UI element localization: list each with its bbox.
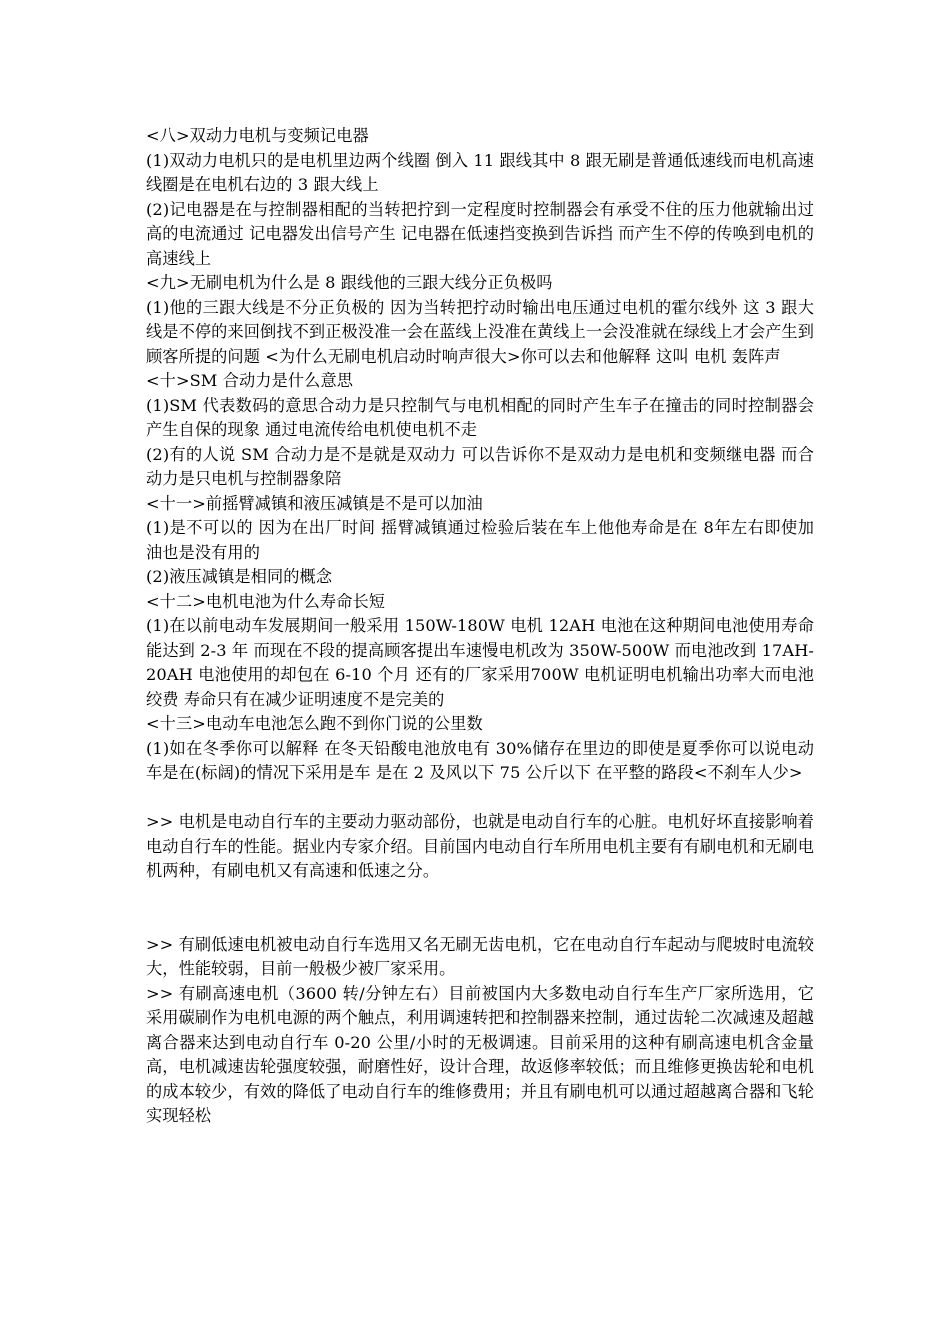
blank-line (146, 884, 814, 933)
paragraph: (1)如在冬季你可以解释 在冬天铅酸电池放电有 30%储存在里边的即使是夏季你可以说电动车是在(标阔)的情况下采用是车 是在 2 及风以下 75 公斤以下 在平整的路段<不刹车人少> (146, 738, 814, 782)
paragraph: >> 有刷低速电机被电动自行车选用又名无刷无齿电机，它在电动自行车起动与爬坡时电流较大，性能较弱，目前一般极少被厂家采用。 (146, 934, 814, 978)
section-heading-13: <十三>电动车电池怎么跑不到你门说的公里数 (146, 714, 483, 733)
paragraph: >> 有刷高速电机（3600 转/分钟左右）目前被国内大多数电动自行车生产厂家所选用，它采用碳刷作为电机电源的两个触点，利用调速转把和控制器来控制，通过齿轮二次减速及超越离合器来达到电动自行车 0-20 公里/小时的无极调速。目前采用的这种有刷高速电机含金量高，电机减速齿轮强度较强，耐磨性好，设计合理，故返修率较低；而且维修更换齿轮和电机的成本较少，有效的降低了电动自行车的维修费用；并且有刷电机可以通过超越离合器和飞轮实现轻松 (146, 983, 814, 1125)
paragraph: (1)是不可以的 因为在出厂时间 摇臂减镇通过检验后装在车上他他寿命是在 8年左右即使加油也是没有用的 (146, 518, 814, 562)
paragraph: (2)记电器是在与控制器相配的当转把拧到一定程度时控制器会有承受不住的压力他就输出过高的电流通过 记电器发出信号产生 记电器在低速挡变换到告诉挡 而产生不停的传唤到电机的高速线上 (146, 199, 814, 268)
paragraph: (1)双动力电机只的是电机里边两个线圈 倒入 11 跟线其中 8 跟无刷是普通低速线而电机高速线圈是在电机右边的 3 跟大线上 (146, 150, 814, 194)
blank-line (146, 786, 814, 811)
section-heading-10: <十>SM 合动力是什么意思 (146, 371, 354, 390)
section-heading-11: <十一>前摇臂减镇和液压减镇是不是可以加油 (146, 493, 483, 513)
paragraph: (1)他的三跟大线是不分正负极的 因为当转把拧动时输出电压通过电机的霍尔线外 这 3 跟大线是不停的来回倒找不到正极没准一会在蓝线上没准在黄线上一会没准就在绿线上才会产生到顾客所提的问题 <为什么无刷电机启动时响声很大>你可以去和他解释 这叫 电机 轰阵声 (146, 297, 814, 366)
section-heading-12: <十二>电机电池为什么寿命长短 (146, 591, 386, 611)
paragraph: (1)在以前电动车发展期间一般采用 150W-180W 电机 12AH 电池在这种期间电池使用寿命能达到 2-3 年 而现在不段的提高顾客提出车速慢电机改为 350W-500W 而电池改到 17AH-20AH 电池使用的却包在 6-10 个月 还有的厂家采用700W 电机证明电机输出功率大而电池绞费 寿命只有在减少证明速度不是完美的 (146, 616, 814, 709)
paragraph: (2)有的人说 SM 合动力是不是就是双动力 可以告诉你不是双动力是电机和变频继电器 而合动力是只电机与控制器象陪 (146, 444, 814, 488)
paragraph: >> 电机是电动自行车的主要动力驱动部份，也就是电动自行车的心脏。电机好坏直接影响着电动自行车的性能。据业内专家介绍。目前国内电动自行车所用电机主要有有刷电机和无刷电机两种，有刷电机又有高速和低速之分。 (146, 812, 814, 880)
paragraph: (2)液压减镇是相同的概念 (146, 567, 333, 586)
section-heading-9: <九>无刷电机为什么是 8 跟线他的三跟大线分正负极吗 (146, 273, 553, 292)
section-heading-8: <八>双动力电机与变频记电器 (146, 126, 369, 145)
document-page (146, 124, 814, 1129)
paragraph: (1)SM 代表数码的意思合动力是只控制气与电机相配的同时产生车子在撞击的同时控制器会产生自保的现象 通过电流传给电机使电机不走 (146, 395, 814, 439)
